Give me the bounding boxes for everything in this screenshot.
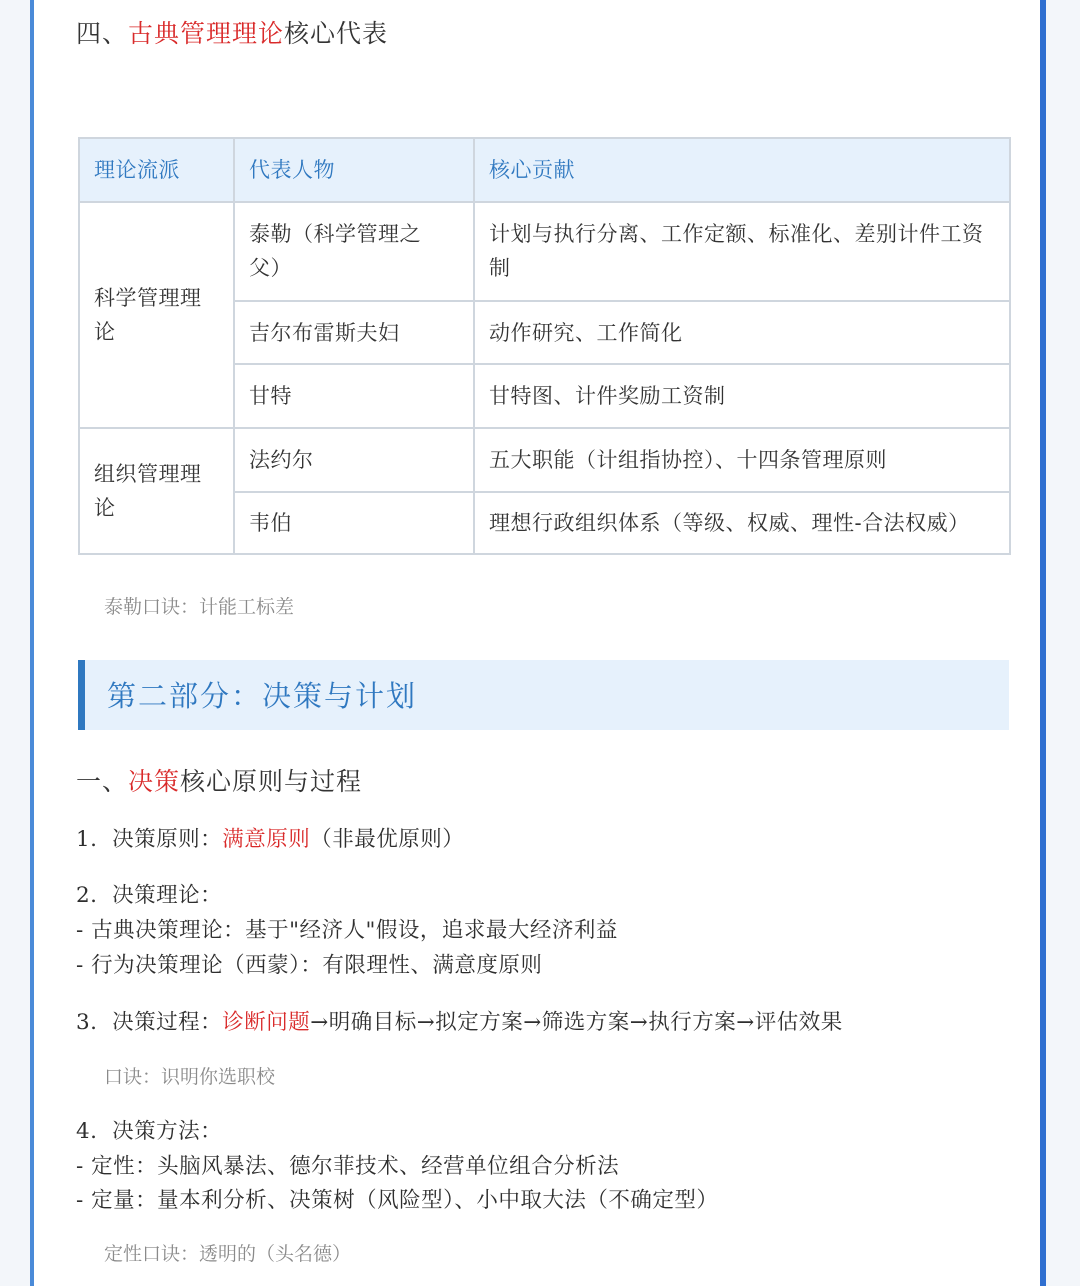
group-label: 科学管理理论: [94, 286, 202, 344]
list-item: - 行为决策理论（西蒙）：有限理性、满意度原则: [76, 953, 543, 978]
heading-suffix: 核心代表: [284, 19, 389, 48]
heading-highlight: 古典管理理论: [128, 19, 285, 48]
person-cell: 甘特: [234, 364, 474, 428]
contribution-cell: 五大职能（计组指协控）、十四条管理原则: [474, 428, 1010, 492]
section-heading-classical: [76, 14, 388, 50]
table-row: [79, 202, 1010, 301]
item-decision-theory-label: 2. 决策理论：: [76, 883, 223, 908]
list-item: - 古典决策理论：基于"经济人"假设，追求最大经济利益: [76, 918, 618, 943]
list-item: - 定性：头脑风暴法、德尔菲技术、经营单位组合分析法: [76, 1154, 620, 1179]
item-decision-methods-label: 4. 决策方法：: [76, 1119, 223, 1144]
item-highlight: 满意原则: [222, 827, 311, 852]
header-person: 代表人物: [234, 138, 474, 202]
table-row: [79, 428, 1010, 492]
heading-highlight: 决策: [128, 767, 181, 796]
contribution-cell: 计划与执行分离、工作定额、标准化、差别计件工资制: [474, 202, 1010, 301]
item-label: 3. 决策过程：: [76, 1010, 223, 1035]
item-label: 1. 决策原则：: [76, 827, 223, 852]
item-rest: （非最优原则）: [310, 827, 465, 852]
heading-prefix: 一、: [76, 767, 129, 796]
person-cell: 吉尔布雷斯夫妇: [234, 301, 474, 364]
heading-prefix: 四、: [76, 19, 129, 48]
group-scientific-management: [79, 202, 234, 428]
person-cell: 法约尔: [234, 428, 474, 492]
list-item: - 定量：量本利分析、决策树（风险型）、小中取大法（不确定型）: [76, 1188, 719, 1213]
document-page: [30, 0, 1046, 1286]
mnemonic-qualitative: 定性口诀：透明的（头名德）: [104, 1243, 352, 1265]
item-highlight: 诊断问题: [222, 1010, 311, 1035]
mnemonic-process: 口诀：识明你选职校: [104, 1066, 276, 1088]
table-header-row: [79, 138, 1010, 202]
header-contribution: 核心贡献: [474, 138, 1010, 202]
part2-title: 第二部分：决策与计划: [107, 679, 418, 713]
part2-banner: [78, 660, 1009, 730]
item-rest: →明确目标→拟定方案→筛选方案→执行方案→评估效果: [310, 1010, 843, 1035]
item-decision-principle: [76, 822, 464, 853]
contribution-cell: 理想行政组织体系（等级、权威、理性-合法权威）: [474, 492, 1010, 554]
theory-table: [78, 137, 1011, 555]
header-school: 理论流派: [79, 138, 234, 202]
section-heading-decision: [76, 762, 362, 798]
contribution-cell: 动作研究、工作简化: [474, 301, 1010, 364]
group-label: 组织管理理论: [94, 462, 202, 520]
person-text: 泰勒（科学管理之父）: [249, 222, 421, 280]
person-cell: [234, 202, 474, 301]
item-decision-process: [76, 1005, 843, 1036]
heading-suffix: 核心原则与过程: [180, 767, 363, 796]
contribution-cell: 甘特图、计件奖励工资制: [474, 364, 1010, 428]
mnemonic-taylor: 泰勒口诀：计能工标差: [104, 596, 295, 618]
person-cell: 韦伯: [234, 492, 474, 554]
group-organization-management: [79, 428, 234, 554]
